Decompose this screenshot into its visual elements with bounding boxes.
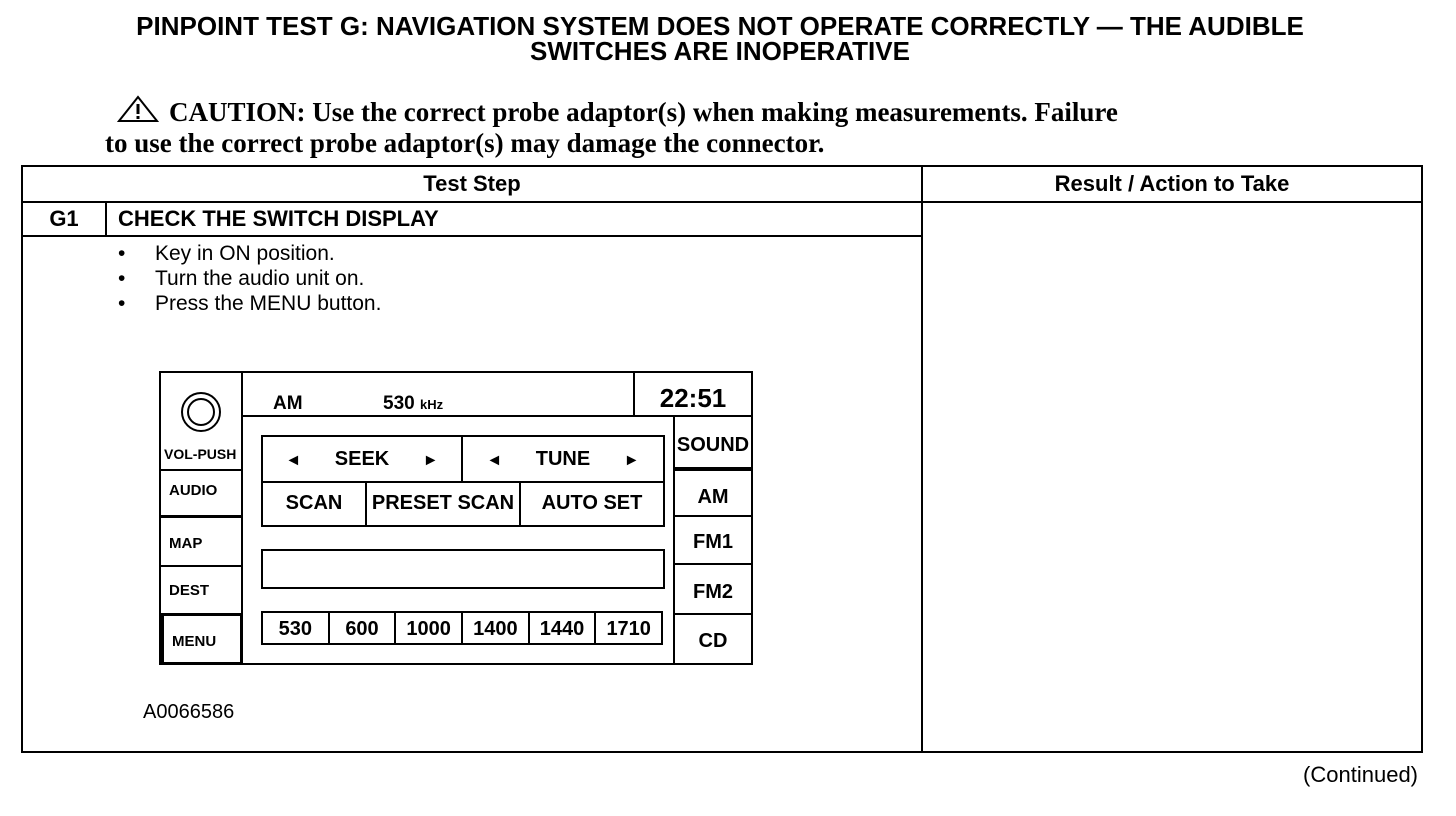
band-label: AM bbox=[273, 393, 303, 414]
audio-unit-diagram bbox=[159, 371, 753, 665]
map-button: MAP bbox=[161, 515, 241, 565]
figure-id: A0066586 bbox=[143, 701, 235, 723]
frequency-unit: kHz bbox=[419, 397, 444, 412]
seek-control bbox=[263, 437, 463, 481]
page-title bbox=[0, 11, 1440, 66]
header-result-action: Result / Action to Take bbox=[922, 166, 1422, 202]
cd-button: CD bbox=[698, 630, 728, 652]
instruction-list bbox=[118, 241, 381, 316]
menu-button: MENU bbox=[161, 613, 243, 665]
arrow-right-icon: ► bbox=[422, 452, 439, 469]
auto-set-button: AUTO SET bbox=[541, 492, 643, 514]
tune-control bbox=[463, 437, 663, 481]
header-test-step: Test Step bbox=[22, 166, 922, 202]
clock-display: 22:51 bbox=[633, 373, 751, 415]
dest-button: DEST bbox=[161, 565, 241, 613]
preset-button: 1710 bbox=[606, 618, 651, 640]
seek-tune-row bbox=[263, 437, 663, 483]
preset-button: 600 bbox=[330, 613, 397, 643]
vol-push-label: VOL-PUSH bbox=[164, 446, 237, 462]
right-button-column bbox=[673, 417, 751, 665]
list-item: • Turn the audio unit on. bbox=[118, 266, 381, 291]
frequency-value: 530 bbox=[383, 393, 415, 414]
result-cell bbox=[922, 202, 1422, 752]
step-body bbox=[22, 236, 922, 752]
audio-button: AUDIO bbox=[161, 469, 241, 515]
tune-label: TUNE bbox=[535, 448, 591, 470]
control-grid bbox=[261, 435, 665, 527]
frequency-readout bbox=[383, 393, 443, 415]
preset-button: 1440 bbox=[530, 613, 597, 643]
step-id: G1 bbox=[22, 202, 106, 236]
arrow-left-icon: ◄ bbox=[285, 452, 302, 469]
am-button: AM bbox=[675, 469, 751, 517]
arrow-left-icon: ◄ bbox=[486, 452, 503, 469]
arrow-right-icon: ► bbox=[623, 452, 640, 469]
text-display bbox=[261, 549, 665, 589]
fm1-button: FM1 bbox=[675, 517, 751, 565]
preset-button: 1000 bbox=[396, 613, 463, 643]
fm2-button: FM2 bbox=[675, 565, 751, 615]
list-item: • Key in ON position. bbox=[118, 241, 381, 266]
sound-button: SOUND bbox=[675, 417, 751, 469]
scan-button: SCAN bbox=[263, 481, 367, 525]
caution-line-1: CAUTION: Use the correct probe adaptor(s) when making measurements. Failure bbox=[169, 97, 1118, 127]
preset-button: 1400 bbox=[463, 613, 530, 643]
caution-notice bbox=[105, 95, 1355, 159]
continued-label: (Continued) bbox=[1303, 762, 1418, 787]
step-name: CHECK THE SWITCH DISPLAY bbox=[106, 202, 922, 236]
warning-triangle-icon bbox=[117, 95, 159, 123]
title-line-1: PINPOINT TEST G: NAVIGATION SYSTEM DOES NOT OPERATE CORRECTLY — THE AUDIBLE bbox=[136, 11, 1304, 41]
preset-button: 530 bbox=[263, 613, 330, 643]
seek-label: SEEK bbox=[334, 448, 390, 470]
preset-row bbox=[261, 611, 663, 645]
list-item: • Press the MENU button. bbox=[118, 291, 381, 316]
pinpoint-test-table bbox=[21, 165, 1423, 753]
title-line-2: SWITCHES ARE INOPERATIVE bbox=[530, 36, 910, 66]
status-bar bbox=[243, 373, 751, 417]
caution-line-2: to use the correct probe adaptor(s) may damage the connector. bbox=[105, 128, 825, 158]
left-button-column bbox=[161, 373, 243, 663]
preset-scan-button: PRESET SCAN bbox=[367, 481, 521, 525]
volume-knob-icon bbox=[180, 391, 222, 433]
